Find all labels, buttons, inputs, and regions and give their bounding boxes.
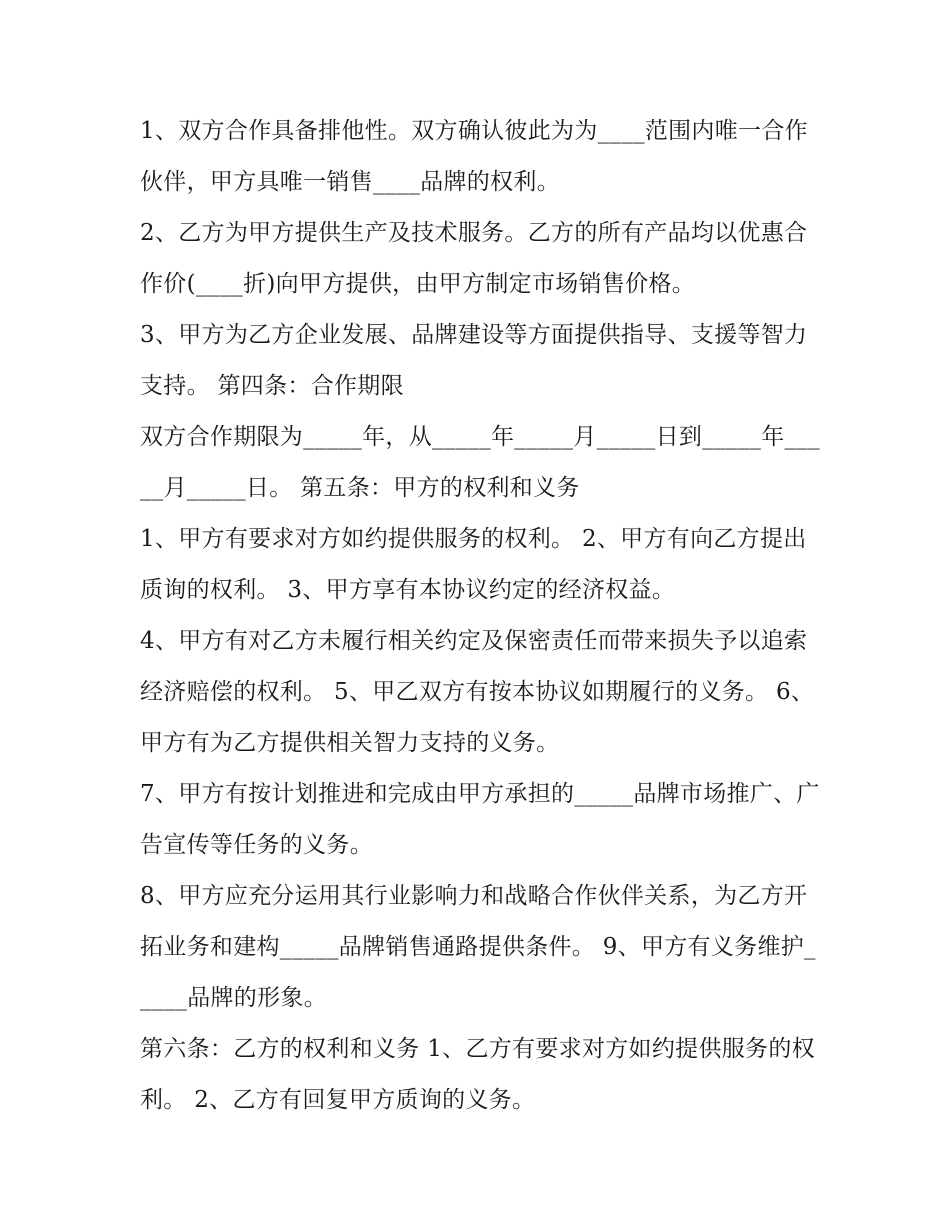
paragraph-cooperation-term: 双方合作期限为_____年，从_____年_____月_____日到_____年_____月_____日。 第五条：甲方的权利和义务	[140, 424, 820, 501]
paragraph-exclusivity: 1、双方合作具备排他性。双方确认彼此为为____范围内唯一合作伙伴，甲方具唯一销售____品牌的权利。	[140, 118, 808, 195]
paragraph-party-b-rights: 第六条：乙方的权利和义务 1、乙方有要求对方如约提供服务的权利。 2、乙方有回复甲方质询的义务。	[140, 1036, 815, 1113]
paragraph-guidance-support: 3、甲方为乙方企业发展、品牌建设等方面提供指导、支援等智力支持。 第四条：合作期限	[140, 322, 808, 399]
paragraph-production-service: 2、乙方为甲方提供生产及技术服务。乙方的所有产品均以优惠合作价(____折)向甲方提供，由甲方制定市场销售价格。	[140, 220, 808, 297]
paragraph-party-a-channels: 8、甲方应充分运用其行业影响力和战略合作伙伴关系，为乙方开拓业务和建构_____品牌销售通路提供条件。 9、甲方有义务维护_____品牌的形象。	[140, 883, 816, 1011]
paragraph-party-a-promotion: 7、甲方有按计划推进和完成由甲方承担的_____品牌市场推广、广告宣传等任务的义务。	[140, 781, 820, 858]
paragraph-party-a-rights: 1、甲方有要求对方如约提供服务的权利。 2、甲方有向乙方提出质询的权利。 3、甲方享有本协议约定的经济权益。	[140, 526, 807, 603]
paragraph-party-a-compensation: 4、甲方有对乙方未履行相关约定及保密责任而带来损失予以追索经济赔偿的权利。 5、甲乙双方有按本协议如期履行的义务。 6、甲方有为乙方提供相关智力支持的义务。	[140, 628, 815, 756]
document-page	[140, 106, 820, 1126]
